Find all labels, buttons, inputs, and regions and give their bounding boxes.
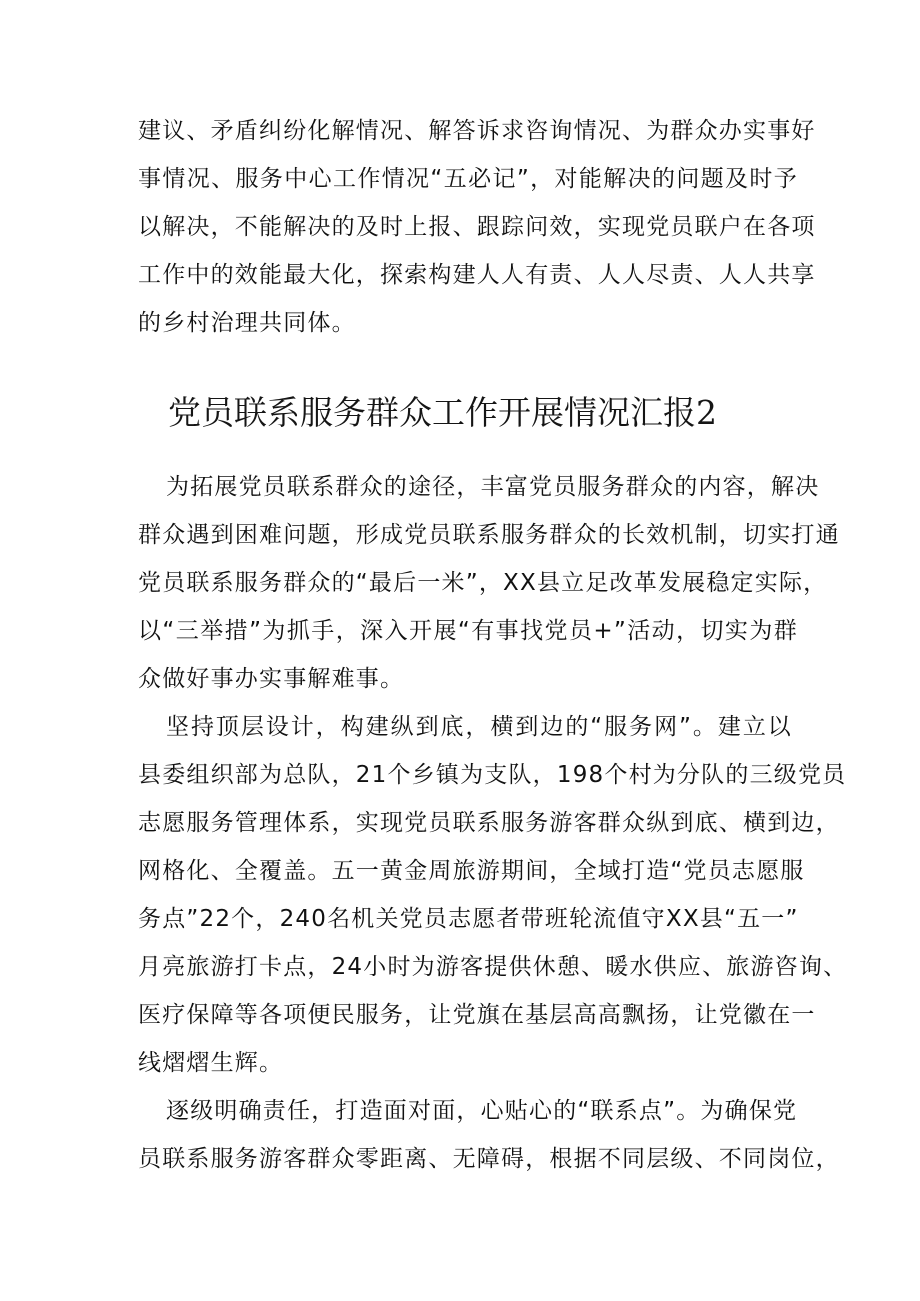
paragraph-line: 线熠熠生辉。 (138, 1050, 284, 1076)
paragraph-line: 为拓展党员联系群众的途径，丰富党员服务群众的内容，解决 (166, 474, 820, 500)
paragraph-line: 员联系服务游客群众零距离、无障碍，根据不同层级、不同岗位， (138, 1146, 840, 1172)
intro-line: 以解决，不能解决的及时上报、跟踪问效，实现党员联户在各项 (138, 214, 816, 240)
paragraph-line: 医疗保障等各项便民服务，让党旗在基层高高飘扬，让党徽在一 (138, 1002, 816, 1028)
paragraph-line: 坚持顶层设计，构建纵到底，横到边的“服务网”。建立以 (166, 714, 792, 740)
paragraph-line: 月亮旅游打卡点，24小时为游客提供休憩、暖水供应、旅游咨询、 (138, 954, 848, 980)
document-title: 党员联系服务群众工作开展情况汇报2 (168, 393, 717, 432)
paragraph-line: 党员联系服务群众的“最后一米”，XX县立足改革发展稳定实际， (138, 570, 828, 596)
paragraph-line: 县委组织部为总队，21个乡镇为支队，198个村为分队的三级党员 (138, 762, 847, 788)
paragraph-line: 群众遇到困难问题，形成党员联系服务群众的长效机制，切实打通 (138, 522, 840, 548)
paragraph-line: 众做好事办实事解难事。 (138, 666, 405, 692)
paragraph-line: 志愿服务管理体系，实现党员联系服务游客群众纵到底、横到边， (138, 810, 840, 836)
paragraph-line: 务点”22个，240名机关党员志愿者带班轮流值守XX县“五一” (138, 906, 799, 932)
intro-line: 的乡村治理共同体。 (138, 310, 356, 336)
paragraph-line: 网格化、全覆盖。五一黄金周旅游期间，全域打造“党员志愿服 (138, 858, 805, 884)
intro-line: 建议、矛盾纠纷化解情况、解答诉求咨询情况、为群众办实事好 (138, 118, 816, 144)
intro-line: 事情况、服务中心工作情况“五必记”，对能解决的问题及时予 (138, 166, 798, 192)
paragraph-line: 以“三举措”为抓手，深入开展“有事找党员+”活动，切实为群 (138, 618, 798, 644)
intro-line: 工作中的效能最大化，探索构建人人有责、人人尽责、人人共享 (138, 262, 816, 288)
paragraph-line: 逐级明确责任，打造面对面，心贴心的“联系点”。为确保党 (166, 1098, 798, 1124)
